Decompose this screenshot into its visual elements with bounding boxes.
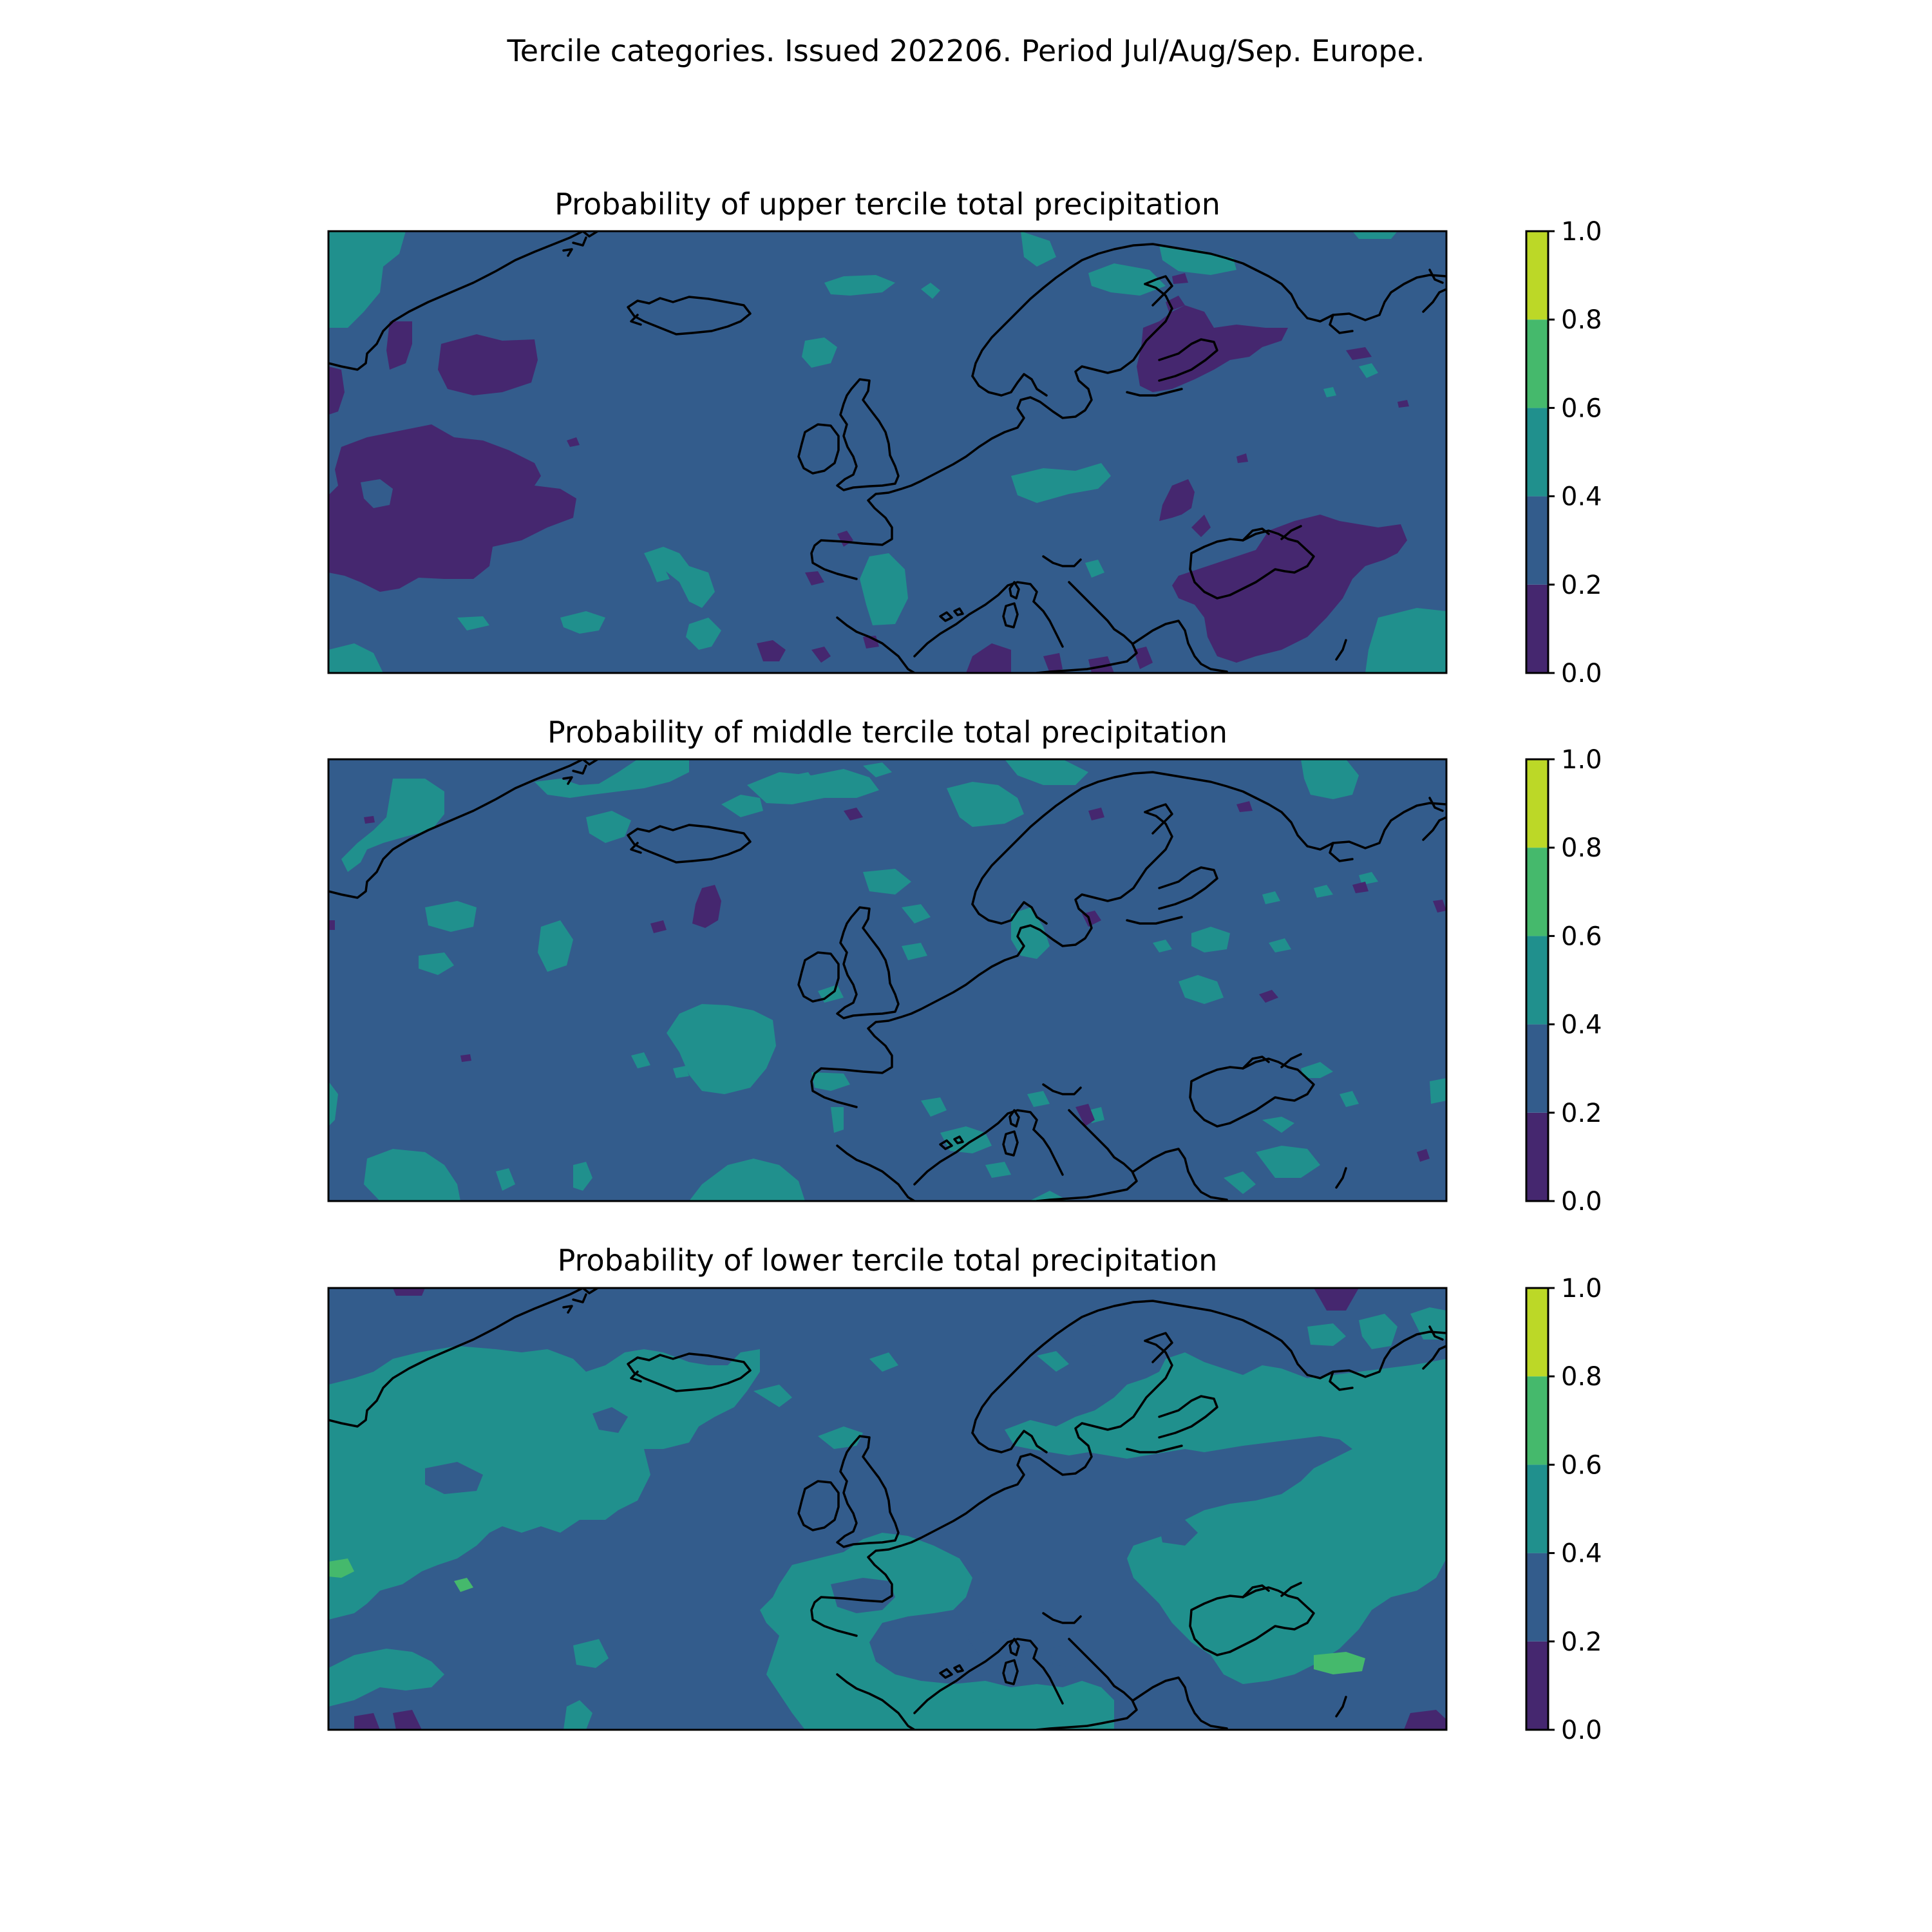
colorbar-tick-label: 0.2 <box>1561 1098 1602 1128</box>
map-middle <box>328 759 1446 1204</box>
colorbar-tick-label: 1.0 <box>1561 1274 1602 1303</box>
colorbar-tick-label: 0.6 <box>1561 922 1602 952</box>
colorbar-tick-label: 0.0 <box>1561 1187 1602 1217</box>
colorbar-segment <box>1526 1642 1548 1730</box>
colorbar-tick-label: 0.8 <box>1561 305 1602 336</box>
colorbar-tick-label: 0.4 <box>1561 1010 1602 1040</box>
colorbar-tick-label: 0.6 <box>1561 393 1602 424</box>
panel-title-lower: Probability of lower tercile total precipitation <box>557 1243 1218 1278</box>
colorbar-tick-label: 0.4 <box>1561 1539 1602 1569</box>
colorbar-segment <box>1526 759 1548 848</box>
colorbar-middle <box>1526 745 1602 1217</box>
colorbar-segment <box>1526 585 1548 673</box>
colorbar-segment <box>1526 319 1548 408</box>
colorbar-segment <box>1526 1288 1548 1376</box>
colorbar-segment <box>1526 1113 1548 1201</box>
colorbar-tick-label: 1.0 <box>1561 217 1602 247</box>
map-upper <box>328 231 1446 673</box>
colorbar-lower <box>1526 1274 1602 1745</box>
colorbar-tick-label: 0.4 <box>1561 482 1602 512</box>
colorbar-segment <box>1526 1376 1548 1464</box>
colorbar-tick-label: 0.2 <box>1561 570 1602 600</box>
colorbar-segment <box>1526 848 1548 936</box>
panel-title-upper: Probability of upper tercile total precipitation <box>554 187 1220 222</box>
colorbar-tick-label: 0.0 <box>1561 1716 1602 1745</box>
colorbar-tick-label: 0.8 <box>1561 833 1602 864</box>
panel-upper <box>328 187 1446 673</box>
colorbar-tick-label: 1.0 <box>1561 745 1602 775</box>
panel-title-middle: Probability of middle tercile total precipitation <box>547 715 1228 750</box>
colorbar-segment <box>1526 231 1548 319</box>
colorbar-segment <box>1526 1553 1548 1642</box>
colorbar-segment <box>1526 936 1548 1024</box>
colorbar-tick-label: 0.6 <box>1561 1450 1602 1481</box>
colorbar-segment <box>1526 1025 1548 1113</box>
figure-title: Tercile categories. Issued 202206. Period Jul/Aug/Sep. Europe. <box>507 33 1425 68</box>
colorbar-upper <box>1526 217 1602 688</box>
colorbar-segment <box>1526 1464 1548 1553</box>
panel-middle <box>328 715 1446 1204</box>
map-lower <box>328 1288 1446 1730</box>
colorbar-tick-label: 0.0 <box>1561 659 1602 688</box>
colorbar-segment <box>1526 408 1548 496</box>
colorbar-tick-label: 0.8 <box>1561 1362 1602 1392</box>
colorbar-tick-label: 0.2 <box>1561 1627 1602 1657</box>
colorbar-segment <box>1526 497 1548 585</box>
panel-lower <box>328 1243 1446 1730</box>
